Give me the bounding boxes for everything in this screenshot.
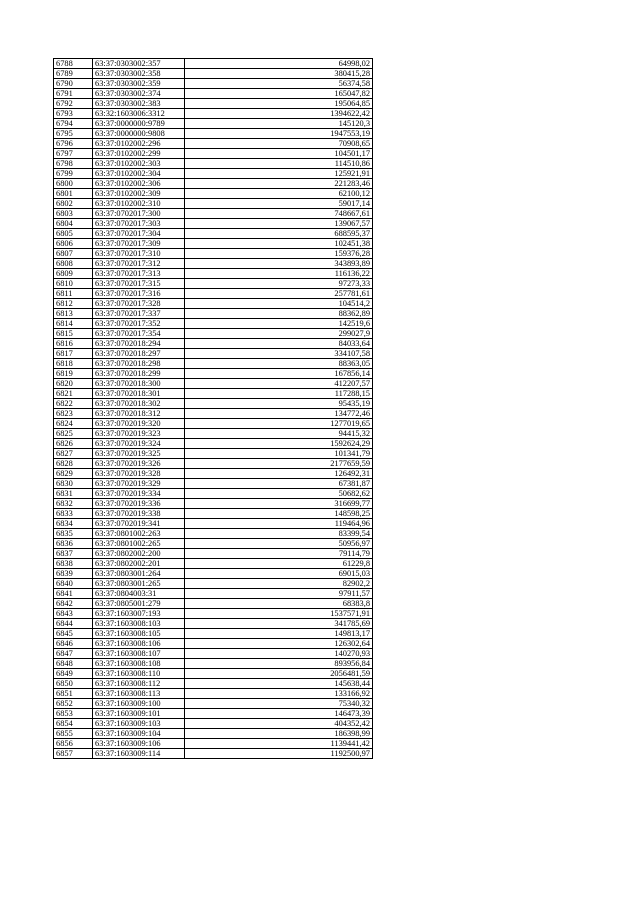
row-number-cell: 6817	[54, 349, 93, 359]
table-row	[54, 469, 373, 479]
row-number-cell: 6822	[54, 399, 93, 409]
row-number-cell: 6852	[54, 699, 93, 709]
value-cell: 1537571,91	[185, 609, 373, 619]
table-row	[54, 679, 373, 689]
row-number-cell: 6857	[54, 749, 93, 759]
table-row	[54, 269, 373, 279]
value-cell: 145120,3	[185, 119, 373, 129]
value-cell: 688595,37	[185, 229, 373, 239]
cadastral-number-cell: 63:37:0702019:341	[93, 519, 185, 529]
cadastral-number-cell: 63:37:0702019:336	[93, 499, 185, 509]
data-table	[53, 58, 373, 759]
row-number-cell: 6791	[54, 89, 93, 99]
row-number-cell: 6816	[54, 339, 93, 349]
row-number-cell: 6814	[54, 319, 93, 329]
table-row	[54, 289, 373, 299]
cadastral-number-cell: 63:37:0702019:325	[93, 449, 185, 459]
cadastral-number-cell: 63:37:0702018:312	[93, 409, 185, 419]
cadastral-number-cell: 63:37:0702017:337	[93, 309, 185, 319]
row-number-cell: 6802	[54, 199, 93, 209]
row-number-cell: 6850	[54, 679, 93, 689]
value-cell: 61229,8	[185, 559, 373, 569]
row-number-cell: 6798	[54, 159, 93, 169]
value-cell: 69015,03	[185, 569, 373, 579]
table-row	[54, 299, 373, 309]
table-row	[54, 429, 373, 439]
value-cell: 94415,32	[185, 429, 373, 439]
cadastral-number-cell: 63:37:0804003:31	[93, 589, 185, 599]
value-cell: 133166,92	[185, 689, 373, 699]
row-number-cell: 6819	[54, 369, 93, 379]
cadastral-number-cell: 63:37:0702019:334	[93, 489, 185, 499]
table-row	[54, 629, 373, 639]
table-row	[54, 639, 373, 649]
table-row	[54, 669, 373, 679]
row-number-cell: 6801	[54, 189, 93, 199]
cadastral-number-cell: 63:37:0803001:265	[93, 579, 185, 589]
value-cell: 140270,93	[185, 649, 373, 659]
table-row	[54, 59, 373, 69]
value-cell: 62100,12	[185, 189, 373, 199]
row-number-cell: 6796	[54, 139, 93, 149]
table-row	[54, 319, 373, 329]
row-number-cell: 6829	[54, 469, 93, 479]
value-cell: 97273,33	[185, 279, 373, 289]
table-row	[54, 309, 373, 319]
row-number-cell: 6810	[54, 279, 93, 289]
row-number-cell: 6795	[54, 129, 93, 139]
cadastral-number-cell: 63:37:0702018:302	[93, 399, 185, 409]
row-number-cell: 6839	[54, 569, 93, 579]
cadastral-number-cell: 63:37:0702019:320	[93, 419, 185, 429]
row-number-cell: 6808	[54, 259, 93, 269]
cadastral-number-cell: 63:37:0702019:324	[93, 439, 185, 449]
row-number-cell: 6853	[54, 709, 93, 719]
row-number-cell: 6826	[54, 439, 93, 449]
value-cell: 116136,22	[185, 269, 373, 279]
cadastral-number-cell: 63:37:1603008:106	[93, 639, 185, 649]
table-row	[54, 459, 373, 469]
table-row	[54, 579, 373, 589]
cadastral-number-cell: 63:37:0702017:316	[93, 289, 185, 299]
cadastral-number-cell: 63:37:0702018:300	[93, 379, 185, 389]
value-cell: 142519,6	[185, 319, 373, 329]
value-cell: 88362,89	[185, 309, 373, 319]
table-row	[54, 659, 373, 669]
table-row	[54, 169, 373, 179]
row-number-cell: 6797	[54, 149, 93, 159]
value-cell: 257781,61	[185, 289, 373, 299]
value-cell: 56374,58	[185, 79, 373, 89]
table-row	[54, 389, 373, 399]
table-row	[54, 399, 373, 409]
cadastral-number-cell: 63:37:1603008:107	[93, 649, 185, 659]
row-number-cell: 6846	[54, 639, 93, 649]
row-number-cell: 6809	[54, 269, 93, 279]
table-row	[54, 189, 373, 199]
table-row	[54, 229, 373, 239]
value-cell: 104514,2	[185, 299, 373, 309]
table-row	[54, 479, 373, 489]
table-row	[54, 339, 373, 349]
table-row	[54, 199, 373, 209]
row-number-cell: 6836	[54, 539, 93, 549]
row-number-cell: 6832	[54, 499, 93, 509]
row-number-cell: 6799	[54, 169, 93, 179]
value-cell: 134772,46	[185, 409, 373, 419]
table-row	[54, 149, 373, 159]
value-cell: 2177659,59	[185, 459, 373, 469]
table-row	[54, 139, 373, 149]
row-number-cell: 6830	[54, 479, 93, 489]
row-number-cell: 6847	[54, 649, 93, 659]
value-cell: 221283,46	[185, 179, 373, 189]
value-cell: 1394622,42	[185, 109, 373, 119]
row-number-cell: 6848	[54, 659, 93, 669]
row-number-cell: 6800	[54, 179, 93, 189]
value-cell: 75340,32	[185, 699, 373, 709]
row-number-cell: 6835	[54, 529, 93, 539]
cadastral-number-cell: 63:37:1603008:105	[93, 629, 185, 639]
cadastral-number-cell: 63:37:0702018:299	[93, 369, 185, 379]
cadastral-number-cell: 63:37:0702017:313	[93, 269, 185, 279]
row-number-cell: 6856	[54, 739, 93, 749]
row-number-cell: 6815	[54, 329, 93, 339]
table-row	[54, 649, 373, 659]
value-cell: 126492,31	[185, 469, 373, 479]
cadastral-number-cell: 63:37:0702017:309	[93, 239, 185, 249]
value-cell: 84033,64	[185, 339, 373, 349]
row-number-cell: 6794	[54, 119, 93, 129]
row-number-cell: 6837	[54, 549, 93, 559]
cadastral-number-cell: 63:37:0102002:304	[93, 169, 185, 179]
table-row	[54, 79, 373, 89]
value-cell: 1277019,65	[185, 419, 373, 429]
cadastral-number-cell: 63:37:0702017:304	[93, 229, 185, 239]
table-row	[54, 699, 373, 709]
table-row	[54, 69, 373, 79]
table-row	[54, 109, 373, 119]
table-row	[54, 539, 373, 549]
row-number-cell: 6838	[54, 559, 93, 569]
row-number-cell: 6793	[54, 109, 93, 119]
row-number-cell: 6803	[54, 209, 93, 219]
table-row	[54, 569, 373, 579]
table-row	[54, 609, 373, 619]
row-number-cell: 6845	[54, 629, 93, 639]
table-row	[54, 449, 373, 459]
value-cell: 102451,38	[185, 239, 373, 249]
cadastral-number-cell: 63:37:0303002:374	[93, 89, 185, 99]
row-number-cell: 6824	[54, 419, 93, 429]
table-row	[54, 369, 373, 379]
value-cell: 195064,85	[185, 99, 373, 109]
cadastral-number-cell: 63:37:0702017:303	[93, 219, 185, 229]
cadastral-number-cell: 63:37:0702017:310	[93, 249, 185, 259]
value-cell: 341785,69	[185, 619, 373, 629]
cadastral-number-cell: 63:37:0805001:279	[93, 599, 185, 609]
cadastral-number-cell: 63:37:0303002:383	[93, 99, 185, 109]
cadastral-number-cell: 63:37:0702019:323	[93, 429, 185, 439]
table-body	[54, 59, 373, 759]
value-cell: 101341,79	[185, 449, 373, 459]
cadastral-number-cell: 63:37:1603008:103	[93, 619, 185, 629]
table-row	[54, 719, 373, 729]
cadastral-number-cell: 63:37:0702017:312	[93, 259, 185, 269]
cadastral-number-cell: 63:37:0702018:301	[93, 389, 185, 399]
row-number-cell: 6823	[54, 409, 93, 419]
row-number-cell: 6833	[54, 509, 93, 519]
value-cell: 145638,44	[185, 679, 373, 689]
row-number-cell: 6821	[54, 389, 93, 399]
table-row	[54, 519, 373, 529]
cadastral-number-cell: 63:37:0702017:352	[93, 319, 185, 329]
cadastral-number-cell: 63:37:1603009:104	[93, 729, 185, 739]
row-number-cell: 6831	[54, 489, 93, 499]
value-cell: 64998,02	[185, 59, 373, 69]
table-row	[54, 409, 373, 419]
cadastral-number-cell: 63:37:0000000:9808	[93, 129, 185, 139]
row-number-cell: 6851	[54, 689, 93, 699]
value-cell: 83399,54	[185, 529, 373, 539]
value-cell: 50682,62	[185, 489, 373, 499]
value-cell: 404352,42	[185, 719, 373, 729]
cadastral-number-cell: 63:37:0303002:358	[93, 69, 185, 79]
value-cell: 748667,61	[185, 209, 373, 219]
value-cell: 1947553,19	[185, 129, 373, 139]
value-cell: 299027,9	[185, 329, 373, 339]
value-cell: 82902,2	[185, 579, 373, 589]
table-row	[54, 349, 373, 359]
cadastral-number-cell: 63:37:1603008:108	[93, 659, 185, 669]
value-cell: 334107,58	[185, 349, 373, 359]
cadastral-number-cell: 63:37:0702018:297	[93, 349, 185, 359]
row-number-cell: 6841	[54, 589, 93, 599]
value-cell: 1592624,29	[185, 439, 373, 449]
cadastral-number-cell: 63:32:1603006:3312	[93, 109, 185, 119]
table-row	[54, 329, 373, 339]
cadastral-number-cell: 63:37:0702017:354	[93, 329, 185, 339]
row-number-cell: 6825	[54, 429, 93, 439]
row-number-cell: 6818	[54, 359, 93, 369]
value-cell: 316699,77	[185, 499, 373, 509]
row-number-cell: 6792	[54, 99, 93, 109]
cadastral-number-cell: 63:37:0000000:9789	[93, 119, 185, 129]
table-row	[54, 279, 373, 289]
cadastral-number-cell: 63:37:0303002:359	[93, 79, 185, 89]
table-row	[54, 689, 373, 699]
row-number-cell: 6805	[54, 229, 93, 239]
cadastral-number-cell: 63:37:0102002:296	[93, 139, 185, 149]
cadastral-number-cell: 63:37:0802002:200	[93, 549, 185, 559]
table-row	[54, 209, 373, 219]
cadastral-number-cell: 63:37:1603008:112	[93, 679, 185, 689]
cadastral-number-cell: 63:37:1603009:103	[93, 719, 185, 729]
table-row	[54, 259, 373, 269]
value-cell: 1139441,42	[185, 739, 373, 749]
value-cell: 117288,15	[185, 389, 373, 399]
cadastral-number-cell: 63:37:1603007:193	[93, 609, 185, 619]
value-cell: 186398,99	[185, 729, 373, 739]
value-cell: 165047,82	[185, 89, 373, 99]
row-number-cell: 6807	[54, 249, 93, 259]
row-number-cell: 6844	[54, 619, 93, 629]
row-number-cell: 6842	[54, 599, 93, 609]
row-number-cell: 6834	[54, 519, 93, 529]
cadastral-number-cell: 63:37:0802002:201	[93, 559, 185, 569]
value-cell: 104501,17	[185, 149, 373, 159]
table-row	[54, 489, 373, 499]
table-row	[54, 749, 373, 759]
value-cell: 159376,28	[185, 249, 373, 259]
cadastral-number-cell: 63:37:0702019:326	[93, 459, 185, 469]
cadastral-number-cell: 63:37:0102002:306	[93, 179, 185, 189]
value-cell: 70908,65	[185, 139, 373, 149]
table-row	[54, 419, 373, 429]
row-number-cell: 6828	[54, 459, 93, 469]
value-cell: 88363,05	[185, 359, 373, 369]
row-number-cell: 6806	[54, 239, 93, 249]
table-row	[54, 239, 373, 249]
value-cell: 95435,19	[185, 399, 373, 409]
table-row	[54, 529, 373, 539]
cadastral-number-cell: 63:37:0303002:357	[93, 59, 185, 69]
value-cell: 68383,8	[185, 599, 373, 609]
table-row	[54, 99, 373, 109]
value-cell: 79114,79	[185, 549, 373, 559]
row-number-cell: 6790	[54, 79, 93, 89]
cadastral-number-cell: 63:37:0702019:338	[93, 509, 185, 519]
value-cell: 2056481,59	[185, 669, 373, 679]
row-number-cell: 6820	[54, 379, 93, 389]
value-cell: 50956,97	[185, 539, 373, 549]
cadastral-number-cell: 63:37:0102002:299	[93, 149, 185, 159]
table-row	[54, 729, 373, 739]
value-cell: 343893,89	[185, 259, 373, 269]
row-number-cell: 6813	[54, 309, 93, 319]
cadastral-number-cell: 63:37:1603009:101	[93, 709, 185, 719]
cadastral-number-cell: 63:37:0702018:294	[93, 339, 185, 349]
row-number-cell: 6849	[54, 669, 93, 679]
table-row	[54, 599, 373, 609]
table-row	[54, 499, 373, 509]
row-number-cell: 6840	[54, 579, 93, 589]
row-number-cell: 6804	[54, 219, 93, 229]
table-row	[54, 379, 373, 389]
cadastral-number-cell: 63:37:0102002:309	[93, 189, 185, 199]
table-row	[54, 219, 373, 229]
cadastral-number-cell: 63:37:0803001:264	[93, 569, 185, 579]
value-cell: 67381,87	[185, 479, 373, 489]
table-row	[54, 159, 373, 169]
cadastral-number-cell: 63:37:1603008:113	[93, 689, 185, 699]
cadastral-number-cell: 63:37:0801002:265	[93, 539, 185, 549]
value-cell: 125921,91	[185, 169, 373, 179]
value-cell: 126302,64	[185, 639, 373, 649]
cadastral-number-cell: 63:37:0702019:329	[93, 479, 185, 489]
row-number-cell: 6843	[54, 609, 93, 619]
row-number-cell: 6855	[54, 729, 93, 739]
cadastral-number-cell: 63:37:1603008:110	[93, 669, 185, 679]
table-row	[54, 709, 373, 719]
cadastral-number-cell: 63:37:1603009:114	[93, 749, 185, 759]
cadastral-number-cell: 63:37:0102002:303	[93, 159, 185, 169]
value-cell: 97911,57	[185, 589, 373, 599]
value-cell: 149813,17	[185, 629, 373, 639]
table-row	[54, 739, 373, 749]
table-row	[54, 249, 373, 259]
value-cell: 148598,25	[185, 509, 373, 519]
table-row	[54, 509, 373, 519]
table-row	[54, 559, 373, 569]
cadastral-number-cell: 63:37:0702017:300	[93, 209, 185, 219]
cadastral-number-cell: 63:37:1603009:106	[93, 739, 185, 749]
row-number-cell: 6788	[54, 59, 93, 69]
table-row	[54, 129, 373, 139]
cadastral-number-cell: 63:37:1603009:100	[93, 699, 185, 709]
value-cell: 119464,96	[185, 519, 373, 529]
cadastral-number-cell: 63:37:0702017:315	[93, 279, 185, 289]
value-cell: 412207,57	[185, 379, 373, 389]
table-row	[54, 619, 373, 629]
cadastral-number-cell: 63:37:0702017:328	[93, 299, 185, 309]
row-number-cell: 6854	[54, 719, 93, 729]
cadastral-number-cell: 63:37:0702019:328	[93, 469, 185, 479]
value-cell: 380415,28	[185, 69, 373, 79]
table-row	[54, 359, 373, 369]
value-cell: 1192500,97	[185, 749, 373, 759]
table-row	[54, 549, 373, 559]
table-row	[54, 439, 373, 449]
row-number-cell: 6827	[54, 449, 93, 459]
table-row	[54, 119, 373, 129]
table-row	[54, 179, 373, 189]
row-number-cell: 6811	[54, 289, 93, 299]
value-cell: 146473,39	[185, 709, 373, 719]
value-cell: 114510,86	[185, 159, 373, 169]
row-number-cell: 6789	[54, 69, 93, 79]
table-row	[54, 589, 373, 599]
value-cell: 139067,57	[185, 219, 373, 229]
value-cell: 167856,14	[185, 369, 373, 379]
cadastral-number-cell: 63:37:0801002:263	[93, 529, 185, 539]
table-row	[54, 89, 373, 99]
cadastral-number-cell: 63:37:0702018:298	[93, 359, 185, 369]
value-cell: 893956,84	[185, 659, 373, 669]
cadastral-number-cell: 63:37:0102002:310	[93, 199, 185, 209]
row-number-cell: 6812	[54, 299, 93, 309]
value-cell: 59017,14	[185, 199, 373, 209]
